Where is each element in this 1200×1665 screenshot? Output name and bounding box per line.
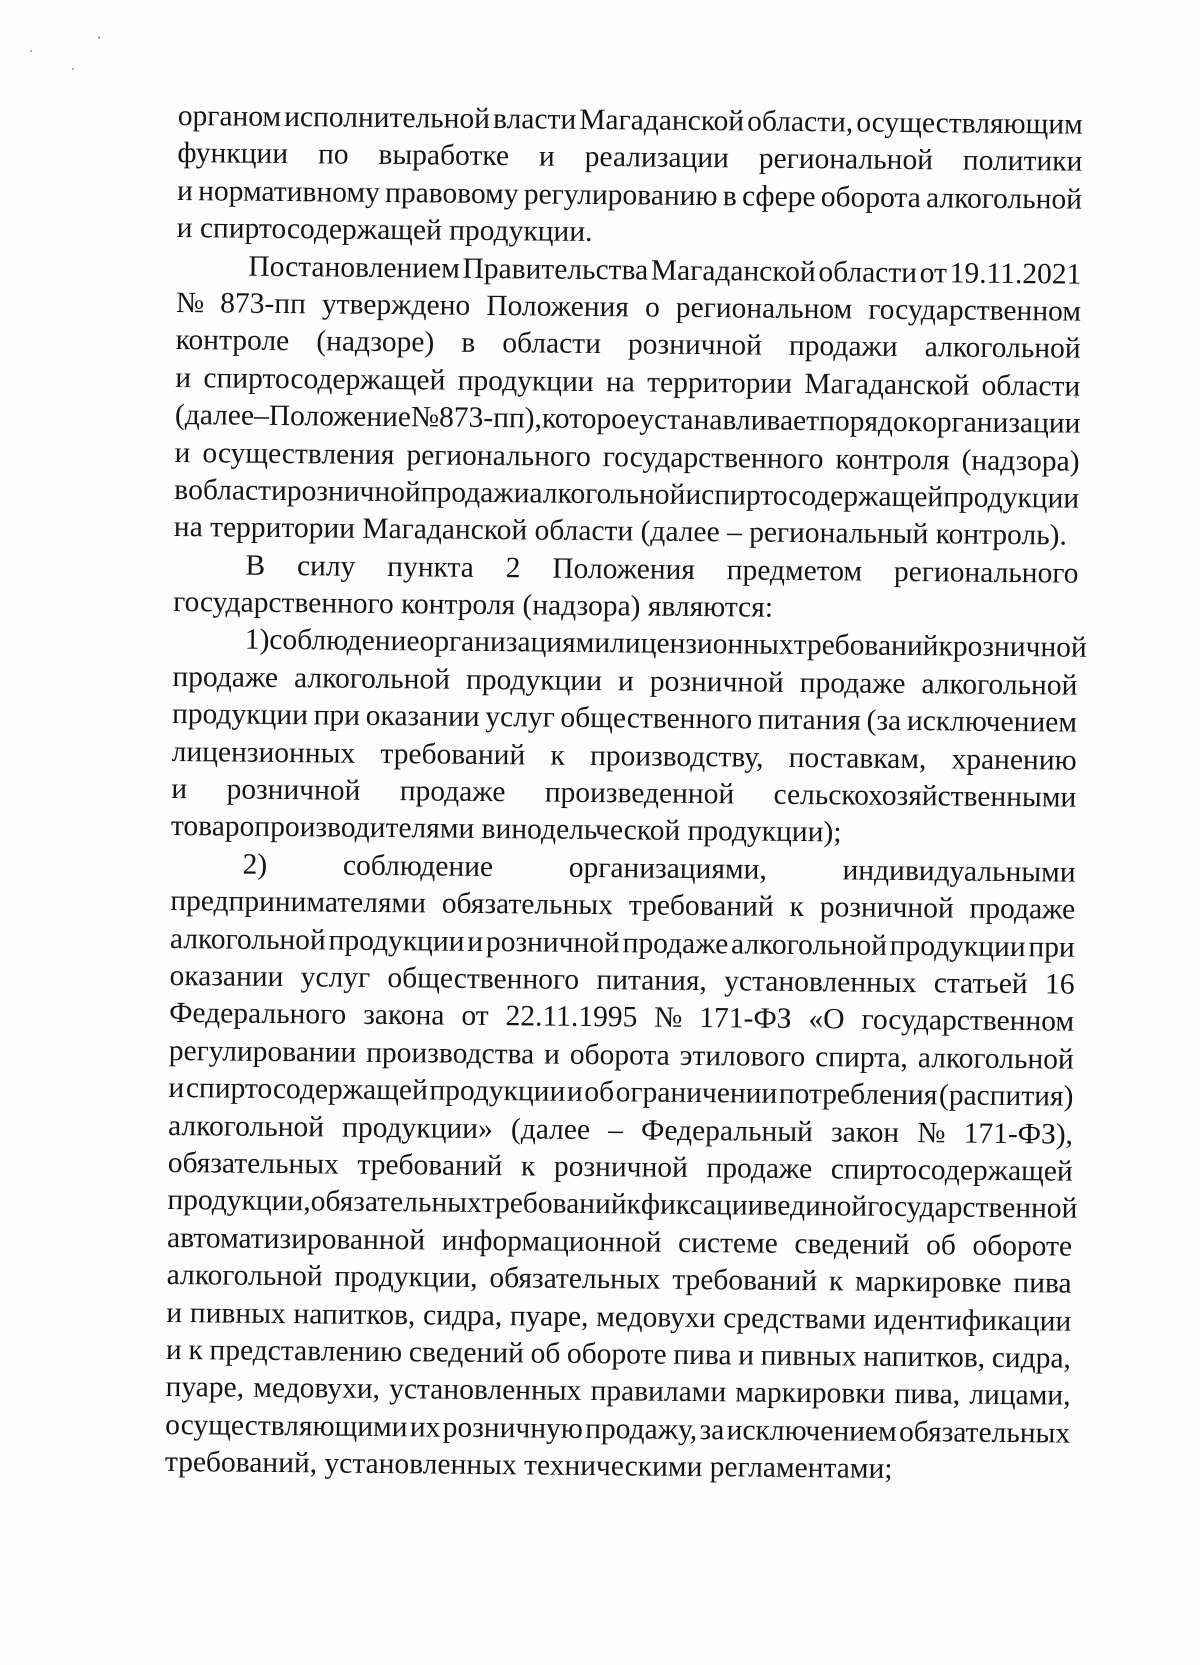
word: требований	[793, 629, 939, 663]
scan-speck	[72, 68, 74, 70]
word: средствами	[723, 1301, 867, 1336]
word: регионального	[893, 555, 1079, 590]
word: исполнительной	[284, 101, 491, 135]
word: оказании	[169, 959, 284, 994]
word: потребления	[778, 1077, 938, 1112]
word: фиксации	[640, 1188, 764, 1222]
word: области	[818, 255, 918, 289]
word: алкогольной	[921, 668, 1078, 702]
word: государственной	[866, 1190, 1078, 1226]
word: требований	[481, 1187, 627, 1221]
word: организациями	[419, 625, 611, 660]
word: произведенной	[544, 776, 735, 811]
word: продукции	[889, 929, 1026, 963]
word: (за	[866, 704, 902, 738]
word: напитков,	[863, 1340, 986, 1374]
word: обязательных	[441, 887, 614, 922]
word: №	[175, 286, 205, 320]
word: и	[617, 665, 634, 698]
word: сведений	[794, 1227, 910, 1261]
word: питания,	[596, 964, 708, 998]
word: розничной	[952, 630, 1087, 665]
word: продукции	[465, 663, 603, 697]
word: алкогольной	[167, 1109, 325, 1143]
word: политики	[962, 144, 1083, 179]
word: Федеральный	[640, 1114, 814, 1148]
word: алкогольной	[169, 922, 326, 957]
word: Магаданской	[650, 254, 816, 288]
word: и	[566, 1075, 583, 1109]
word: исключением	[726, 1414, 897, 1448]
word: 171-ФЗ	[699, 1002, 792, 1036]
word: оборота	[820, 180, 921, 214]
word: продукции	[429, 1074, 566, 1108]
word: продаже	[399, 775, 506, 809]
word: осуществляющим	[856, 106, 1083, 141]
word: индивидуальными	[842, 854, 1076, 889]
word: продаже	[622, 926, 729, 960]
word: пуаре,	[165, 1371, 245, 1404]
word: розничной	[649, 665, 784, 699]
word: лицензионных	[171, 735, 356, 770]
word: –	[253, 399, 269, 433]
word: и	[166, 1296, 183, 1329]
word: розничной	[226, 773, 361, 807]
word: продажи	[788, 330, 898, 364]
word: в	[722, 180, 737, 213]
word: «О	[808, 1003, 845, 1036]
word: пивных	[760, 1339, 857, 1373]
word: пива	[1013, 1267, 1072, 1300]
word: требований	[628, 889, 774, 923]
word: услуг	[300, 961, 371, 994]
word: напитков,	[293, 1297, 416, 1331]
word: осуществления	[202, 436, 395, 471]
word: к	[828, 1265, 844, 1298]
word: сидра,	[991, 1341, 1072, 1375]
word: 19.11.2021	[949, 256, 1082, 291]
word: об	[925, 1228, 956, 1262]
word: №	[654, 1001, 683, 1035]
word: Магаданской	[804, 367, 970, 402]
text-line: и спиртосодержащей продукции.	[176, 212, 593, 249]
word: обороте	[972, 1229, 1073, 1263]
word: оборота	[569, 1038, 671, 1072]
word: алкогольной	[924, 331, 1081, 366]
word: медовухи,	[253, 1372, 381, 1406]
word: сидра,	[422, 1298, 503, 1332]
word: обязательных	[898, 1415, 1071, 1450]
word: Федерального	[169, 997, 347, 1032]
word: закон	[830, 1115, 900, 1149]
word: продукции,	[167, 1184, 311, 1218]
word: области	[188, 474, 287, 507]
word: организациями,	[568, 851, 767, 886]
word: пивных	[189, 1296, 286, 1330]
word: производству,	[589, 739, 764, 774]
word: пива	[673, 1338, 732, 1372]
word: установленных	[389, 1373, 582, 1408]
word: и	[171, 773, 188, 806]
word: алкогольной	[730, 927, 888, 962]
word: 873-пп	[220, 287, 307, 321]
word: общественного	[387, 962, 580, 996]
word: поставкам,	[788, 741, 927, 775]
document-body	[164, 98, 1087, 1490]
word: алкогольной	[925, 181, 1083, 216]
word: 22.11.1995	[505, 1000, 638, 1034]
scan-speck	[30, 50, 32, 52]
word: в	[174, 473, 189, 507]
word: системе	[677, 1226, 778, 1260]
word: осуществляющими	[165, 1408, 408, 1443]
word: розничной	[485, 925, 620, 959]
word: исключением	[906, 705, 1078, 739]
word: (надзоре)	[316, 325, 435, 359]
word: и	[174, 436, 191, 469]
word: об	[584, 1076, 615, 1109]
word: ограничении	[615, 1076, 778, 1110]
word: требований	[672, 1263, 818, 1298]
word: территории	[647, 366, 793, 400]
word: лицами,	[969, 1378, 1071, 1412]
word: продажи	[420, 476, 530, 510]
word: закона	[363, 999, 445, 1032]
word: к	[789, 891, 805, 924]
word: продажу,	[585, 1412, 698, 1446]
word: (надзора)	[961, 444, 1080, 478]
word: предметом	[726, 553, 863, 588]
word: 171-ФЗ),	[963, 1117, 1074, 1151]
word: продукции	[171, 698, 309, 732]
word: производства	[366, 1036, 535, 1071]
text-line: товаропроизводителями винодельческой продукции);	[170, 810, 842, 849]
word: этилового	[679, 1039, 806, 1073]
word: 1)	[244, 624, 270, 657]
word: обороте	[566, 1337, 667, 1371]
word: розничную	[442, 1411, 584, 1445]
word: по	[317, 138, 349, 172]
word: и	[168, 1072, 185, 1105]
word: и	[738, 1339, 755, 1372]
word: области	[502, 327, 602, 361]
word: Положения	[552, 552, 696, 586]
word: спиртосодержащей	[701, 478, 944, 514]
word: контроля	[835, 442, 950, 476]
word: от	[919, 256, 948, 289]
word: государственного	[602, 440, 824, 475]
word: Постановлением	[248, 250, 461, 285]
word: продукции	[328, 924, 465, 958]
word: реализации	[584, 141, 730, 175]
word: Положения	[486, 289, 630, 324]
word: о	[644, 291, 660, 324]
word: региональном	[675, 291, 853, 326]
word: спиртосодержащей	[185, 1072, 428, 1107]
word: Магаданской	[579, 103, 745, 138]
word: 16	[1044, 968, 1075, 1001]
word: сельскохозяйственными	[773, 778, 1077, 814]
word: продаже	[799, 666, 906, 700]
word: органом	[177, 99, 282, 133]
word: и	[175, 361, 192, 394]
word: их	[409, 1410, 441, 1444]
word: регулировании	[168, 1034, 357, 1069]
word: силу	[296, 549, 356, 583]
word: организации	[921, 406, 1081, 440]
word: продукции,	[334, 1260, 478, 1295]
word: услуг	[485, 701, 555, 734]
word: продукции	[457, 364, 594, 398]
word: от	[461, 1000, 489, 1033]
word: области,	[747, 105, 854, 139]
word: пива,	[894, 1378, 961, 1411]
word: к	[550, 739, 565, 772]
word: единой	[777, 1190, 868, 1223]
text-line: государственного контроля (надзора) являются:	[173, 586, 774, 624]
word: хранению	[951, 743, 1077, 777]
word: спирта,	[814, 1040, 909, 1074]
word: продаже	[706, 1152, 813, 1186]
word: к	[938, 630, 953, 663]
word: 2)	[242, 848, 268, 881]
word: сведений	[408, 1336, 525, 1370]
word: в	[763, 1189, 778, 1223]
word: продаже	[172, 660, 279, 694]
word: Положение	[268, 400, 412, 434]
word: за	[699, 1413, 725, 1446]
word: идентификации	[873, 1303, 1072, 1338]
word: розничной	[553, 1150, 689, 1184]
word: установленных	[724, 965, 917, 1000]
word: при	[1028, 930, 1075, 964]
word: (далее	[174, 399, 255, 432]
word: розничной	[286, 474, 421, 509]
word: продаже	[969, 892, 1076, 926]
word: маркировки	[735, 1376, 886, 1411]
word: обязательных	[167, 1146, 340, 1181]
word: и	[538, 140, 555, 174]
word: требований	[357, 1148, 503, 1183]
word: функции	[177, 137, 289, 171]
word: к	[520, 1150, 536, 1183]
word: на	[605, 365, 635, 399]
word: при	[313, 699, 361, 733]
word: государственном	[868, 293, 1082, 328]
word: алкогольной	[917, 1041, 1074, 1076]
word: пункта	[387, 550, 475, 584]
word: спиртосодержащей	[203, 361, 446, 397]
word: соблюдение	[269, 624, 420, 658]
word: №	[410, 401, 440, 434]
word: регионального	[406, 438, 592, 473]
word: спиртосодержащей	[830, 1153, 1073, 1188]
word: соблюдение	[342, 849, 494, 883]
word: об	[530, 1337, 561, 1370]
word: которое	[541, 402, 640, 436]
text-line: требований, установленных техническими регламентами;	[164, 1446, 893, 1485]
word: (далее	[510, 1112, 591, 1146]
word: розничной	[819, 891, 954, 925]
word: правилами	[590, 1375, 727, 1409]
word: статьей	[933, 967, 1028, 1001]
word: региональной	[758, 142, 934, 177]
word: и	[165, 1333, 182, 1366]
word: к	[188, 1334, 203, 1367]
word: продукции	[943, 481, 1080, 515]
word: общественного	[560, 701, 753, 736]
text-line: на территории Магаданской области (далее – региональный контроль).	[173, 511, 1067, 552]
word: государственном	[861, 1003, 1075, 1039]
word: медовухи	[596, 1300, 716, 1334]
word: власти	[492, 103, 577, 136]
scan-speck	[98, 36, 100, 39]
word: в	[461, 327, 476, 360]
word: сфере	[741, 180, 816, 213]
word: и	[176, 174, 194, 207]
word: выработке	[378, 139, 510, 173]
word: представлению	[209, 1334, 403, 1369]
word: автоматизированной	[166, 1221, 426, 1257]
word: регулированию	[523, 178, 718, 212]
word: питания	[757, 703, 862, 737]
word: продукции»	[342, 1111, 493, 1145]
word: нормативному	[198, 174, 380, 209]
word: В	[245, 549, 266, 582]
word: области	[981, 369, 1081, 403]
word: алкогольной	[529, 477, 686, 511]
word: алкогольной	[166, 1259, 323, 1293]
word: устанавливает	[639, 403, 820, 438]
word: требований	[380, 737, 526, 772]
word: оказании	[365, 700, 480, 734]
word: и	[685, 478, 702, 511]
word: Правительства	[462, 252, 649, 287]
word: и	[543, 1038, 561, 1071]
word: утверждено	[321, 288, 471, 322]
word: лицензионных	[609, 627, 794, 662]
word: –	[608, 1113, 624, 1146]
word: обязательных	[489, 1262, 661, 1296]
word: обязательных	[310, 1185, 482, 1220]
word: контроле	[175, 324, 290, 358]
word: предпринимателями	[170, 885, 427, 920]
word: пуаре,	[509, 1299, 589, 1333]
word: к	[626, 1188, 642, 1221]
word: №	[917, 1116, 946, 1149]
word: порядок	[818, 405, 923, 439]
word: и	[467, 925, 484, 958]
word: розничной	[627, 328, 763, 362]
word: 873-пп),	[438, 401, 543, 435]
word: 2	[505, 551, 521, 584]
word: правовому	[384, 176, 519, 211]
word: (распития)	[938, 1079, 1074, 1113]
word: информационной	[441, 1224, 662, 1259]
word: маркировке	[854, 1265, 1002, 1300]
word: алкогольной	[293, 662, 451, 696]
